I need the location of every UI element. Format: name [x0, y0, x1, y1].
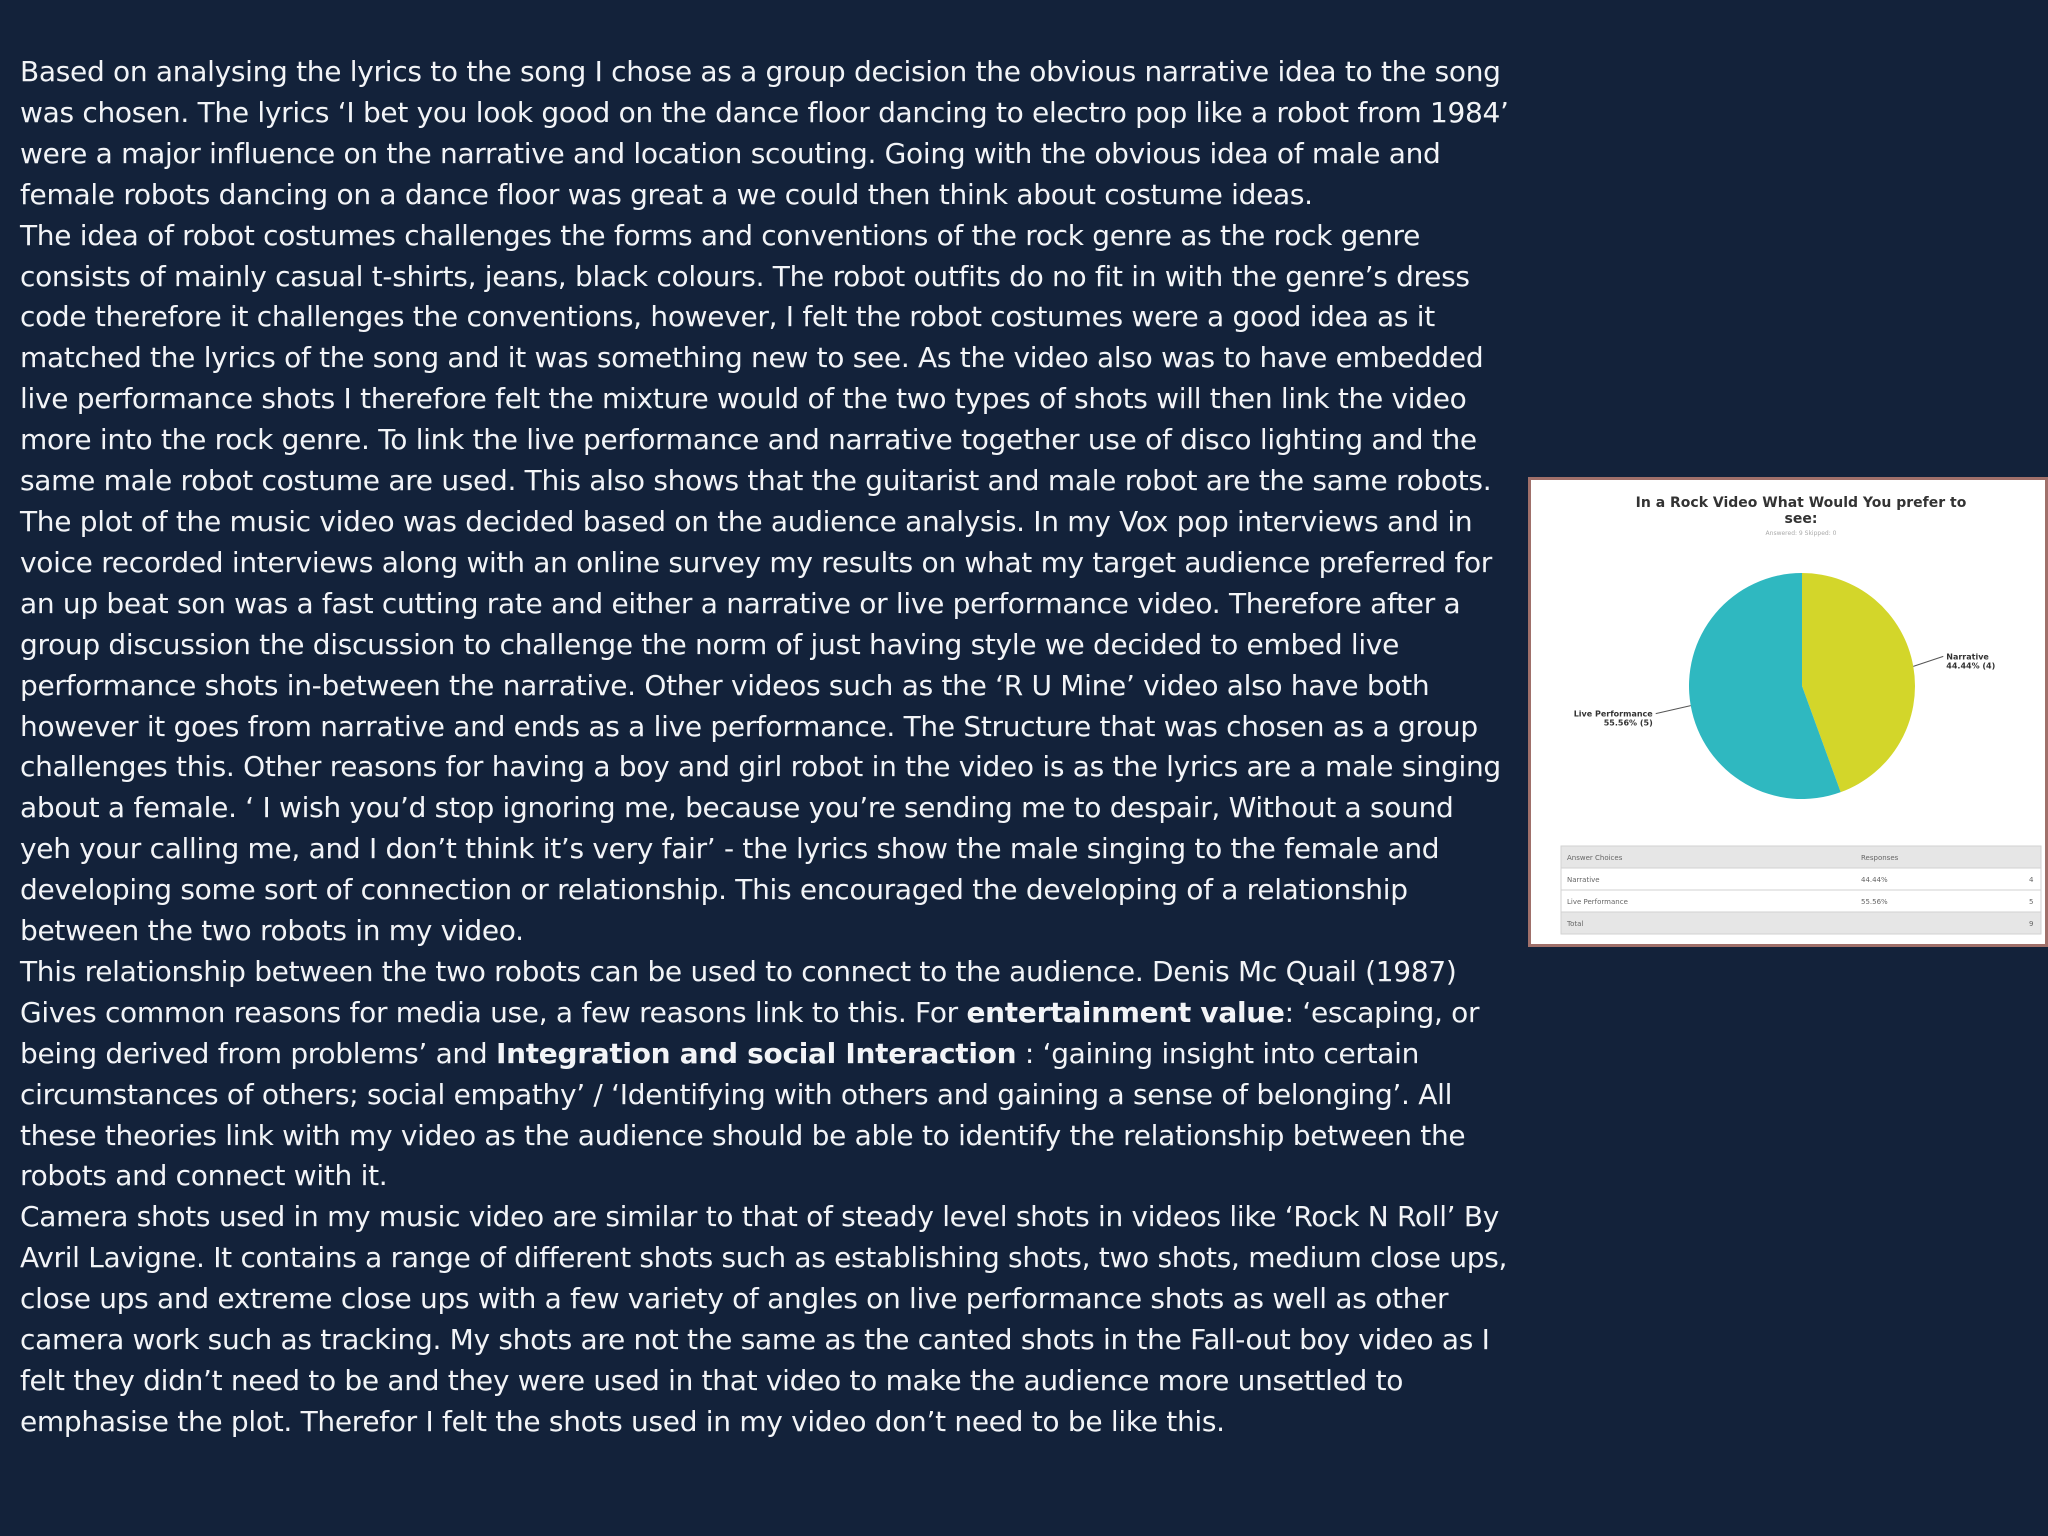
leader-line: [1656, 706, 1691, 714]
pie-label: Live Performance: [1573, 709, 1653, 719]
table-cell: 9: [2029, 920, 2034, 928]
pie-label: 44.44% (4): [1946, 661, 1996, 671]
table-cell: Answer Choices: [1567, 854, 1623, 862]
table-cell: Live Performance: [1567, 898, 1628, 906]
pie-label: Narrative: [1946, 652, 1989, 662]
table-cell: Responses: [1861, 854, 1899, 862]
table-cell: 4: [2029, 876, 2034, 884]
table-cell: 55.56%: [1861, 898, 1888, 906]
table-header-row: [1561, 846, 2041, 868]
table-row: [1561, 912, 2041, 934]
paragraph-lyrics-narrative: Based on analysing the lyrics to the song I chose as a group decision the obvious narrative idea to the song was chosen. The lyrics ‘I bet you look good on the dance floor dancing to electro pop like a robot from 1984’ were a major influence on the narrative and location scouting. Going with the obvious idea of male and female robots dancing on a dance floor was great a we could then think about costume ideas.: [20, 55, 1509, 211]
body-text: [20, 52, 1510, 1443]
text-run: : ‘escaping, or being derived from problems’ and: [20, 995, 1480, 1070]
chart-title-line2: see:: [1784, 511, 1818, 527]
table-cell: 5: [2029, 898, 2034, 906]
paragraph-plot: The plot of the music video was decided based on the audience analysis. In my Vox pop interviews and in voice recorded interviews along with an online survey my results on what my target audience preferred for an up beat son was a fast cutting rate and either a narrative or live performance video. Therefore after a group discussion the discussion to challenge the norm of just having style we decided to embed live performance shots in-between the narrative. Other videos such as the ‘R U Mine’ video also have both however it goes from narrative and ends as a live performance. The Structure that was chosen as a group challenges this. Other reasons for having a boy and girl robot in the video is as the lyrics are a male singing about a female. ‘ I wish you’d stop ignoring me, because you’re sending me to despair, Without a sound yeh your calling me, and I don’t think it’s very fair’ - the lyrics show the male singing to the female and developing some sort of connection or relationship. This encouraged the developing of a relationship between the two robots in my video.: [20, 504, 1501, 948]
table-cell: Total: [1567, 920, 1584, 928]
table-row: [1561, 868, 2041, 890]
paragraph-audience-theory: [20, 952, 1510, 1197]
bold-term-integration: Integration and social Interaction: [495, 1036, 1017, 1070]
pie-slices: [1689, 573, 1915, 799]
survey-chart-image: [1528, 477, 2048, 947]
pie-chart: [1531, 480, 2045, 944]
table-cell: 44.44%: [1861, 876, 1888, 884]
paragraph-costumes: The idea of robot costumes challenges the forms and conventions of the rock genre as the rock genre consists of mainly casual t-shirts, jeans, black colours. The robot outfits do no fit in with the genre’s dress code therefore it challenges the conventions, however, I felt the robot costumes were a good idea as it matched the lyrics of the song and it was something new to see. As the video also was to have embedded live performance shots I therefore felt the mixture would of the two types of shots will then link the video more into the rock genre. To link the live performance and narrative together use of disco lighting and the same male robot costume are used. This also shows that the guitarist and male robot are the same robots.: [20, 218, 1492, 498]
text-run: This relationship between the two robots can be used to connect to the audience. Denis Mc Quail (1987) Gives common reasons for media use, a few reasons link to this. For: [20, 954, 1457, 1029]
response-table: [1561, 846, 2041, 934]
chart-title-line1: In a Rock Video What Would You prefer to: [1635, 495, 1967, 511]
bold-term-entertainment: entertainment value: [966, 995, 1285, 1029]
paragraph-camera-shots: Camera shots used in my music video are similar to that of steady level shots in videos like ‘Rock N Roll’ By Avril Lavigne. It contains a range of different shots such as establishing shots, two shots, medium close ups, close ups and extreme close ups with a few variety of angles on live performance shots as well as other camera work such as tracking. My shots are not the same as the canted shots in the Fall-out boy video as I felt they didn’t need to be and they were used in that video to make the audience more unsettled to emphasise the plot. Therefor I felt the shots used in my video don’t need to be like this.: [20, 1200, 1508, 1438]
table-cell: Narrative: [1567, 876, 1600, 884]
chart-subtitle: Answered: 9 Skipped: 0: [1765, 530, 1837, 537]
text-run: : ‘gaining insight into certain circumstances of others; social empathy’ / ‘Identifying with others and gaining a sense of belonging’. All these theories link with my video as the audience should be able to identify the relationship between the robots and connect with it.: [20, 1036, 1466, 1193]
leader-line: [1913, 656, 1943, 666]
pie-label: 55.56% (5): [1603, 718, 1653, 728]
table-row: [1561, 890, 2041, 912]
